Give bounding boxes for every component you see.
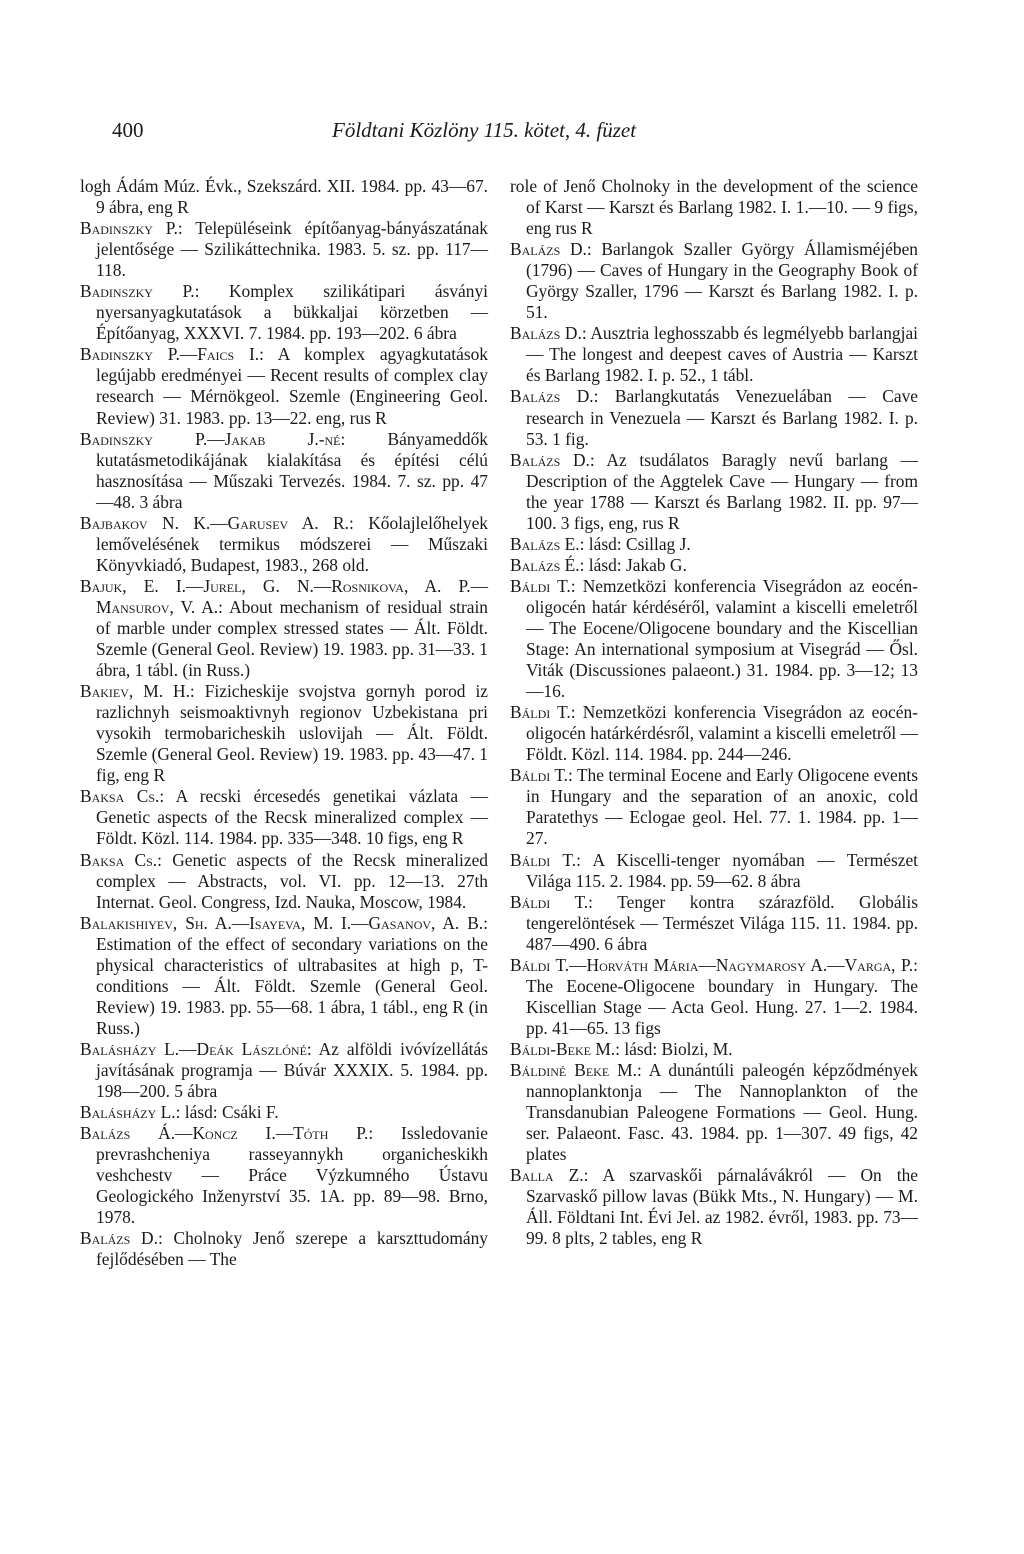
entry-author: Báldi-Beke M.: [510, 1038, 616, 1059]
bibliography-entry: [510, 450, 918, 534]
entry-text: : lásd: Biolzi, M.: [615, 1038, 733, 1059]
bibliography-entry: [80, 681, 488, 786]
entry-text: : A szarvaskői párnalávákról — On the Szarvaskő pillow lavas (Bükk Mts., N. Hungary) — M. Áll. Földtani Int. Évi Jel. az 1982. évről, 1983. pp. 73—99. 8 plts, 2 tables, eng R: [526, 1165, 918, 1249]
bibliography-entry: [510, 1060, 918, 1165]
entry-author: Bajbakov N. K.—Garusev A. R.: [80, 512, 349, 533]
bibliography-entry: [80, 1039, 488, 1102]
entry-text: : Issledovanie prevrashcheniya rasseyannykh organicheskikh veshchestv — Práce Výzkumného Ústavu Geologického Inženyrství 35. 1A. pp. 89—98. Brno, 1978.: [96, 1123, 488, 1228]
bibliography-entry: [510, 386, 918, 449]
entry-text: logh Ádám Múz. Évk., Szekszárd. XII. 1984. pp. 43—67. 9 ábra, eng R: [80, 176, 488, 218]
entry-author: Báldi T.: [510, 765, 569, 786]
entry-author: Báldiné Beke M.: [510, 1059, 637, 1080]
entry-text: role of Jenő Cholnoky in the development of the science of Karst — Karszt és Barlang 1982. I. 1.—10. — 9 figs, eng rus R: [510, 176, 918, 239]
entry-author: Badinszky P.—Jakab J.-né: [80, 428, 341, 449]
entry-author: Balázs Á.—Koncz I.—Tóth P.: [80, 1123, 369, 1144]
entry-author: Balásházy L.—Deák Lászlóné: [80, 1038, 307, 1059]
entry-text: : Genetic aspects of the Recsk mineralized complex — Abstracts, vol. VI. pp. 12—13. 27th Internat. Geol. Congress, Izd. Nauka, Moscow, 1984.: [96, 849, 488, 912]
bibliography-entry: [80, 576, 488, 681]
bibliography-entry: [510, 555, 918, 576]
entry-author: Bajuk, E. I.—Jurel, G. N.—Rosnikova, A. P.—Mansurov, V. A.: [80, 575, 488, 617]
bibliography-entry: [510, 1039, 918, 1060]
entry-author: Balázs D.: [510, 449, 590, 470]
bibliography-entry: [80, 1123, 488, 1228]
entry-text: : Az alföldi ivóvízellátás javításának programja — Búvár XXXIX. 5. 1984. pp. 198—200. 5 ábra: [96, 1038, 488, 1102]
entry-text: : Barlangkutatás Venezuelában — Cave research in Venezuela — Karszt és Barlang 1982. I. p. 53. 1 fig.: [526, 386, 918, 449]
entry-text: : A komplex agyagkutatások legújabb eredményei — Recent results of complex clay research — Mérnökgeol. Szemle (Engineering Geol. Review) 31. 1983. pp. 13—22. eng, rus R: [96, 344, 488, 428]
entry-author: Balla Z.: [510, 1165, 584, 1186]
entry-author: Balásházy L.: [80, 1102, 176, 1123]
entry-text: : lásd: Jakab G.: [579, 554, 687, 575]
entry-text: : Bányameddők kutatásmetodikájának kialakítása és építési célú hasznosítása — Műszaki Tervezés. 1984. 7. sz. pp. 47—48. 3 ábra: [96, 428, 488, 512]
entry-author: Báldi T.—Horváth Mária—Nagymarosy A.—Varga, P.: [510, 954, 914, 975]
entry-text: : Tenger kontra szárazföld. Globális tengerelöntések — Természet Világa 115. 11. 1984. pp. 487—490. 6 ábra: [526, 891, 918, 954]
bibliography-entry: [80, 913, 488, 1039]
entry-author: Balázs D.: [510, 386, 594, 407]
entry-text: : Estimation of the effect of secondary variations on the physical characteristics of ultrabasites at high p, T-conditions — Ált. Földt. Szemle (General Geol. Review) 19. 1983. pp. 55—68. 1 ábra, 1 tábl., eng R (in Russ.): [96, 912, 488, 1038]
bibliography-entry: [510, 176, 918, 239]
bibliography-entry: [510, 534, 918, 555]
entry-author: Báldi T.: [510, 575, 571, 596]
entry-text: : The terminal Eocene and Early Oligocene events in Hungary and the separation of an anoxic, cold Paratethys — Eclogae geol. Hel. 77. 1. 1984. pp. 1—27.: [526, 765, 918, 849]
entry-author: Báldi T.: [510, 849, 577, 870]
bibliography-entry: [80, 1102, 488, 1123]
entry-author: Balázs D.: [510, 239, 587, 260]
entry-text: : Nemzetközi konferencia Visegrádon az eocén-oligocén határkérdésről, valamint a kiscelli emeletről — Földt. Közl. 114. 1984. pp. 244—246.: [526, 702, 918, 765]
bibliography-entry: [80, 344, 488, 428]
entry-author: Báldi T.: [510, 891, 589, 912]
entry-author: Badinszky P.: [80, 281, 195, 302]
bibliography-entry: [510, 765, 918, 849]
bibliography-entry: [80, 1228, 488, 1270]
page-header: [112, 118, 912, 148]
bibliography-entry: [80, 281, 488, 344]
entry-text: : A Kiscelli-tenger nyomában — Természet Világa 115. 2. 1984. pp. 59—62. 8 ábra: [526, 849, 918, 891]
entry-author: Balázs D.: [510, 323, 582, 344]
entry-text: : Ausztria leghosszabb és legmélyebb barlangjai — The longest and deepest caves of Austria — Karszt és Barlang 1982. I. p. 52., 1 tábl.: [526, 323, 918, 386]
entry-text: : Nemzetközi konferencia Visegrádon az eocén-oligocén határ kérdéséről, valamint a kiscelli emeletről — The Eocene/Oligocene boundary and the Kiscellian Stage: An international symposium at Visegrád — Ősl. Viták (Discussiones palaeont.) 31. 1984. pp. 3—12; 13—16.: [526, 575, 918, 702]
right-column: [510, 176, 918, 1249]
entry-text: : Komplex szilikátipari ásványi nyersanyagkutatások a bükkaljai körzetben — Építőanyag, XXXVI. 7. 1984. pp. 193—202. 6 ábra: [96, 281, 488, 344]
entry-text: : About mechanism of residual strain of marble under complex stressed states — Ált. Földt. Szemle (General Geol. Review) 19. 1983. pp. 31—33. 1 ábra, 1 tábl. (in Russ.): [96, 596, 489, 681]
entry-text: : Településeink építőanyag-bányászatának jelentősége — Szilikáttechnika. 1983. 5. sz. pp. 117—118.: [96, 218, 488, 281]
entry-author: Balázs É.: [510, 554, 580, 575]
page-number: 400: [112, 118, 144, 142]
entry-text: : Az tsudálatos Baragly nevű barlang — Description of the Aggtelek Cave — Hungary — from the year 1788 — Karszt és Barlang 1982. II. pp. 97—100. 3 figs, eng, rus R: [526, 449, 918, 533]
entry-text: : Kőolajlelőhelyek lemővelésének termikus módszerei — Műszaki Könyvkiadó, Budapest, 1983., 268 old.: [96, 512, 488, 575]
entry-author: Bakiev, M. H.: [80, 681, 190, 702]
entry-text: : The Eocene-Oligocene boundary in Hungary. The Kiscellian Stage — Acta Geol. Hung. 27. 1—2. 1984. pp. 41—65. 13 figs: [526, 954, 918, 1038]
entry-text: : Fizicheskije svojstva gornyh porod iz razlichnyh seismoaktivnyh regionov Uzbekistana pri vysokih termobaricheskih uslovijah — Ált. Földt. Szemle (General Geol. Review) 19. 1983. pp. 43—47. 1 fig, eng R: [96, 681, 488, 786]
entry-author: Baksa Cs.: [80, 786, 160, 807]
entry-author: Báldi T.: [510, 702, 571, 723]
entry-author: Balakishiyev, Sh. A.—Isayeva, M. I.—Gasanov, A. B.: [80, 912, 484, 933]
entry-author: Baksa Cs.: [80, 849, 158, 870]
bibliography-entry: [80, 513, 488, 576]
bibliography-entry: [510, 892, 918, 955]
bibliography-entry: [510, 850, 918, 892]
entry-text: : A dunántúli paleogén képződmények nannoplanktonja — The Nannoplankton of the Transdanubian Paleogene Formations — Geol. Hung. ser. Palaeont. Fasc. 43. 1984. pp. 1—307. 49 figs, 42 plates: [526, 1059, 919, 1165]
entry-author: Badinszky P.—Faics I.: [80, 344, 260, 365]
bibliography-entry: [510, 576, 918, 702]
entry-author: Balázs D.: [80, 1228, 158, 1249]
bibliography-entry: [80, 218, 488, 281]
bibliography-entry: [510, 1165, 918, 1249]
left-column: [80, 176, 488, 1270]
bibliography-entry: [80, 850, 488, 913]
bibliography-entry: [510, 955, 918, 1039]
entry-text: : A recski ércesedés genetikai vázlata — Genetic aspects of the Recsk mineralized complex — Földt. Közl. 114. 1984. pp. 335—348. 10 figs, eng R: [96, 786, 488, 849]
entry-text: : lásd: Csáki F.: [175, 1102, 279, 1123]
entry-text: : lásd: Csillag J.: [579, 533, 691, 554]
bibliography-entry: [80, 429, 488, 513]
running-head: Földtani Közlöny 115. kötet, 4. füzet: [332, 118, 637, 142]
entry-text: : Barlangok Szaller György Államisméjében (1796) — Caves of Hungary in the Geography Book of György Szaller, 1796 — Karszt és Barlang 1982. I. p. 51.: [526, 239, 918, 323]
bibliography-entry: [510, 702, 918, 765]
bibliography-entry: [80, 786, 488, 849]
bibliography-entry: [80, 176, 488, 218]
bibliography-entry: [510, 323, 918, 386]
entry-author: Badinszky P.: [80, 218, 178, 239]
bibliography-entry: [510, 239, 918, 323]
entry-author: Balázs E.: [510, 533, 580, 554]
entry-text: : Cholnoky Jenő szerepe a karszttudomány fejlődésében — The: [96, 1228, 488, 1270]
